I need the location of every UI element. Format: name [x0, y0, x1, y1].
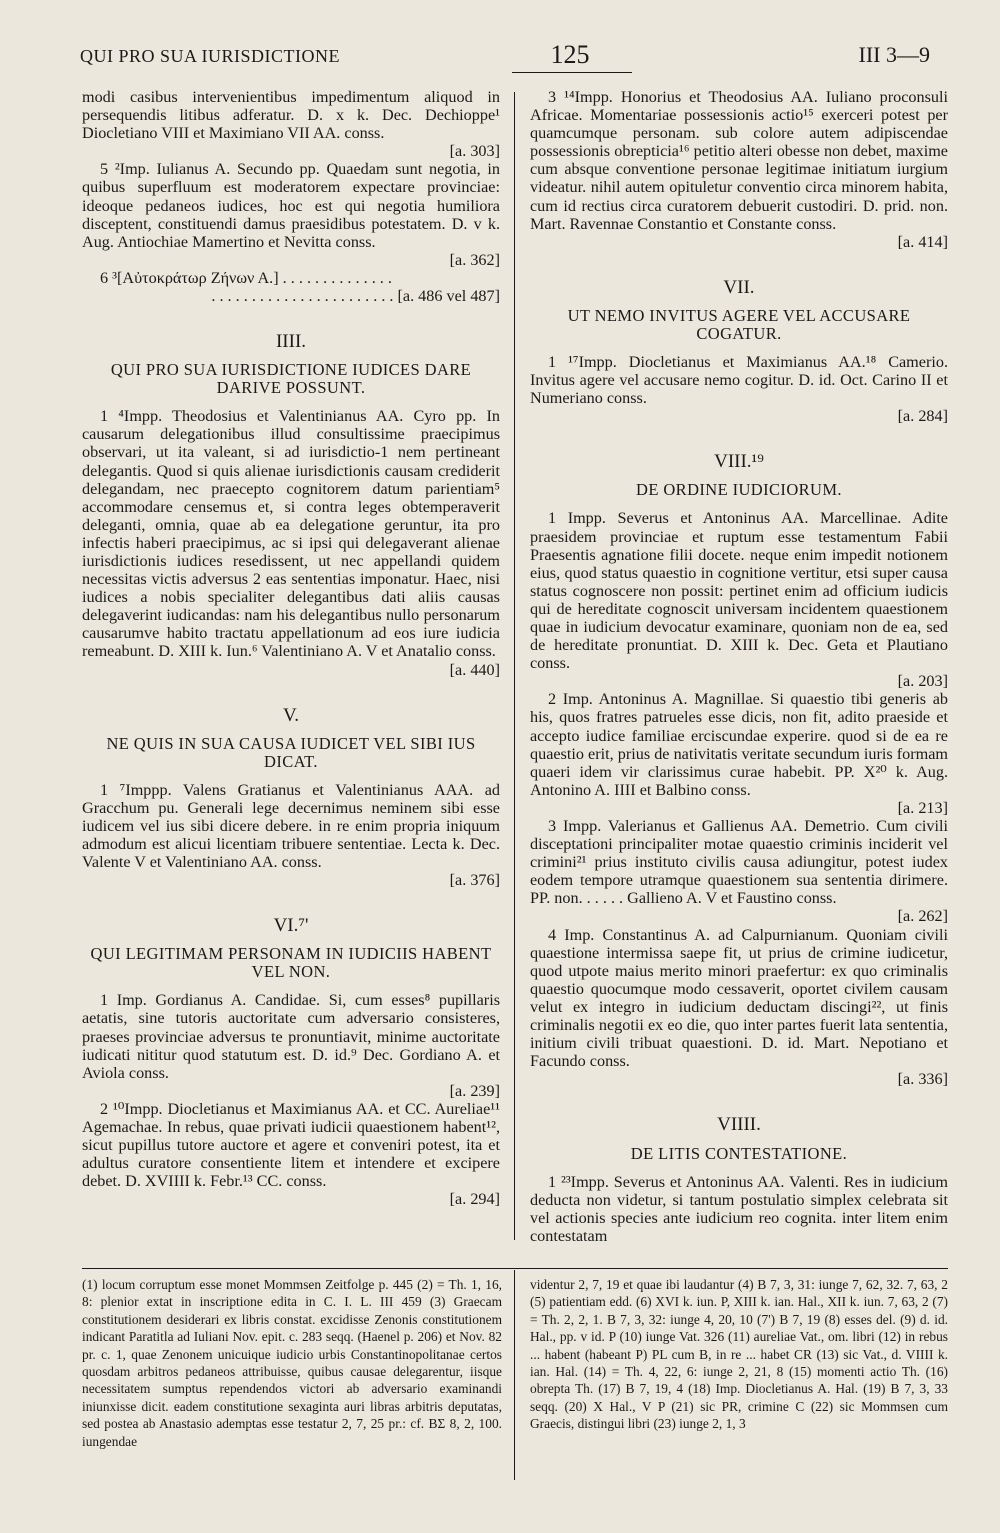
section-title: NE QUIS IN SUA CAUSA IUDICET VEL SIBI IUS DICAT.	[106, 733, 476, 771]
section-title: DE ORDINE IUDICIORUM.	[636, 480, 842, 500]
paragraph: 3 ¹⁴Impp. Honorius et Theodosius AA. Iuliano proconsuli Africae. Momentariae possessionis actio¹⁵ exerceri potest per quamcumque personam. sub colore autem adipiscendae possessionis obrepticia¹⁶ petitio alteri obesse non debet, maxime cum absque conventione personae legitimae initiatum iurgium videatur. nihil autem opituletur conventio circa minorem habita, cum id rectius circa curatorem debuerit custodiri. D. prid. non. Mart. Ravennae Constantio et Constante conss.	[530, 88, 948, 233]
section-number: VII.	[723, 276, 755, 298]
paragraph: 2 ¹⁰Impp. Diocletianus et Maximianus AA. et CC. Aureliae¹¹ Agemachae. In rebus, quae privati iudicii quaestionem habent¹², sicut pupillus tutore auctore et agere et conveniri potest, ita et adultus curatore consentiente litem et intendere et excipere debet. D. XVIIII k. Febr.¹³ CC. conss.	[82, 1099, 500, 1191]
section-number: V.	[282, 704, 300, 726]
section-number: VIIII.	[717, 1114, 761, 1136]
footnote-text: videntur 2, 7, 19 et quae ibi laudantur (4) B 7, 3, 31: iunge 7, 62, 32. 7, 63, 2 (5) patientiam edd. (6) XVI k. iun. P, XIII k. ian. Hal., XII k. iun. 7, 63, 2 (7) = Th. 2, 2, 1. B 7, 3, 32: iunge 4, 20, 10 (7') B 7, 19 (8) esses del. (9) d. id. Hal., pp. v id. P (10) iunge Vat. 326 (11) aureliae Vat., om. libri (12) in rebus ... habent (habeant P) PL cum B, in re ... habet CR (13) sic Vat., d. VIIII k. ian. Hal. (14) = Th. 4, 22, 6: iunge 2, 21, 8 (15) momenti actio Th. (16) obrepta Th. (17) B 7, 19, 4 (18) Imp. Diocletianus A. Hal. (19) B 7, 3, 33 seqq. (20) X Hal., V P (21) sic PR, crimine C (22) sic Mommsen cum Graecis, distingui libri (23) iunge 2, 1, 3	[530, 1277, 948, 1432]
running-head-reference: III 3—9	[858, 42, 930, 67]
page-number: 125	[550, 40, 590, 69]
column-divider	[514, 92, 515, 1240]
footnote-text: (1) locum corruptum esse monet Mommsen Zeitfolge p. 445 (2) = Th. 1, 16, 8: plenior extat in inscriptione edita in C. I. L. III 459 (3) Graecam constitutionem desiderari ex libris constat. excidisse Zenonis constitutionem indicant Paratitla ad Iuliani Nov. epit. c. 283 seqq. (Haenel p. 206) et Nov. 82 pr. c. 1, quae Zenonem unicuique iudicio urbis Constantinopolitanae certos quosdam arbitros pedaneos attribuisse, quibus causae delegarentur, iisque necessitatem sumptus rependendos victori ab adversario examinandi iniunxisse dicit. eadem constitutione sexaginta auri libras arbitris deputatas, sed postea ab Anastasio ademptas esse testatur 2, 7, 25 pr.: cf. BΣ 8, 2, 100. iungendae	[82, 1277, 502, 1449]
paragraph: 1 Impp. Severus et Antoninus AA. Marcellinae. Adite praesidem provinciae et ruptum esse testamentum Fabii Praesentis agnatione filii docete. neque enim impedit notionem eius, quod status quaestio in cognitione vertitur, etsi super causa status cognoscere non possit: pertinet enim ad officium iudicis qui de hereditate cognoscit universam incidentem quaestionem quae in iudicium devocatur examinare, quoniam non de ea, sed de hereditate pronuntiat. D. XIII k. Dec. Geta et Plautiano conss.	[530, 509, 948, 673]
paragraph: 5 ²Imp. Iulianus A. Secundo pp. Quaedam sunt negotia, in quibus superfluum est moderatorem expectare provinciae: ideoque pedaneos iudices, hoc est qui negotia humiliora disceptent, constituendi damus praesidibus potestatem. D. v k. Aug. Antiochiae Mamertino et Nevitta conss.	[82, 160, 500, 251]
left-column	[82, 88, 500, 1209]
paragraph: 1 ⁴Impp. Theodosius et Valentinianus AA. Cyro pp. In causarum delegationibus illud consultissime praecipimus observari, ut ita valeant, si ad iurisdictio-1 nem pertineant delegantis. Quod si quis alienae iurisdictionis causam crediderit delegandam, nec praecepto cognitorem datum parientiam⁵ accommodare censemus et, si contra leges obtemperaverit deleganti, omnia, quae ab ea delegatione geruntur, ita pro infectis haberi praecipimus, ac si ipsi qui delegaverant alienae iurisdictionis iudices resedissent, ut nec appellandi quidem necessitas victis adversus 2 eas sententias imponatur. Haec, nisi iudices a nobis specialiter delegantibus dati aliis causas delegaverint iudicandas: nam his delegantibus nullo personarum causarumve habito tractatu appellationum ad eos iure iudicia remeabunt. D. XIII k. Iun.⁶ Valentiniano A. V et Anatalio conss.	[82, 407, 500, 661]
date-reference: [a. 362]	[449, 250, 500, 269]
footnotes-rule	[82, 1268, 948, 1269]
section-title: QUI PRO SUA IURISDICTIONE IUDICES DARE DARIVE POSSUNT.	[110, 360, 472, 398]
date-reference: [a. 440]	[449, 660, 500, 679]
date-reference: . . . . . . . . . . . . . . . . . . . . . . . [a. 486 vel 487]	[211, 287, 500, 306]
paragraph: 1 ⁷Imppp. Valens Gratianus et Valentinianus AAA. ad Gracchum pu. Generali lege decernimus neminem sibi esse iudicem vel ius sibi dicere debere. in re enim propria iniquum admodum est alicui licentiam tribuere sententiae. Lecta k. Dec. Valente V et Valentiniano AA. conss.	[82, 780, 500, 872]
paragraph: 2 Imp. Antoninus A. Magnillae. Si quaestio tibi generis ab his, quos fratres patrueles esse dicis, non fit, adito praeside et accepto iudice familiae erciscundae experire. quod si de ea re quaestio erit, prius de nativitatis veritate secundum iuris formam quaeri idem vir clarissimus curae habebit. PP. X²⁰ k. Aug. Antonino A. IIII et Balbino conss.	[530, 690, 948, 799]
footnotes-divider	[514, 1270, 515, 1480]
running-head-title: QUI PRO SUA IURISDICTIONE	[80, 46, 341, 66]
date-reference: [a. 294]	[449, 1190, 500, 1209]
date-reference: [a. 239]	[449, 1081, 500, 1100]
section-title: QUI LEGITIMAM PERSONAM IN IUDICIIS HABENT VEL NON.	[90, 944, 492, 982]
section-title: UT NEMO INVITUS AGERE VEL ACCUSARE COGATUR.	[567, 305, 911, 343]
section-number: IIII.	[275, 331, 307, 353]
paragraph: 1 Imp. Gordianus A. Candidae. Si, cum esses⁸ pupillaris aetatis, sine tutoris auctoritate cum adversario consisteres, praeses provinciae adversus te pronuntiavit, minime auctoritate iudicati nititur quod statutum est. D. id.⁹ Dec. Gordiano A. et Aviola conss.	[82, 991, 500, 1082]
paragraph: 6 ³[Αὐτοκράτωρ Ζήνων Α.] . . . . . . . . . . . . . .	[100, 268, 392, 287]
footnotes-left	[82, 1276, 502, 1450]
page-number-rule	[512, 72, 632, 73]
date-reference: [a. 203]	[897, 672, 948, 691]
paragraph: 4 Imp. Constantinus A. ad Calpurnianum. Quoniam civili quaestione intermissa saepe fit, ut prius de crimine iudicetur, quod utpote maius merito minori praefertur: ex quo criminalis quaestio quocumque modo cessaverit, oportet civilem causam velut ex integro in iudicium deductam discingi²², ut finis criminalis negotii ex eo die, quo inter partes fuerit lata sententia, initium civili tribuat quaestioni. D. id. Mart. Nepotiano et Facundo conss.	[530, 925, 948, 1071]
date-reference: [a. 213]	[897, 798, 948, 817]
date-reference: [a. 414]	[897, 232, 948, 251]
date-reference: [a. 262]	[897, 907, 948, 926]
paragraph: 1 ²³Impp. Severus et Antoninus AA. Valenti. Res in iudicium deducta non videtur, si tantum postulatio simplex celebrata sit vel actionis species ante iudicium reo cognita. inter litem enim contestatam	[530, 1172, 948, 1245]
right-column	[530, 88, 948, 1245]
section-number: VI.⁷'	[273, 915, 309, 937]
running-head	[60, 38, 940, 74]
date-reference: [a. 303]	[449, 142, 500, 161]
date-reference: [a. 376]	[449, 871, 500, 890]
date-reference: [a. 336]	[897, 1070, 948, 1089]
paragraph: 1 ¹⁷Impp. Diocletianus et Maximianus AA.¹⁸ Camerio. Invitus agere vel accusare nemo cogitur. D. id. Oct. Carino II et Numeriano conss.	[530, 352, 948, 408]
date-reference: [a. 284]	[897, 407, 948, 426]
paragraph: modi casibus intervenientibus impedimentum aliquod in persequendis litibus adferatur. D. x k. Dec. Dechioppe¹ Diocletiano VIII et Maximiano VII AA. conss.	[82, 88, 500, 143]
footnotes-right	[530, 1276, 948, 1433]
section-number: VIII.¹⁹	[714, 451, 764, 473]
section-title: DE LITIS CONTESTATIONE.	[630, 1143, 848, 1163]
paragraph: 3 Impp. Valerianus et Gallienus AA. Demetrio. Cum civili disceptationi principaliter motae quaestio criminis inciderit vel crimini²¹ prius instituto civilis causa adiungitur, potest iudex eodem tempore utramque quaestionem sua sententia dirimere. PP. non. . . . . . Gallieno A. V et Faustino conss.	[530, 817, 948, 908]
